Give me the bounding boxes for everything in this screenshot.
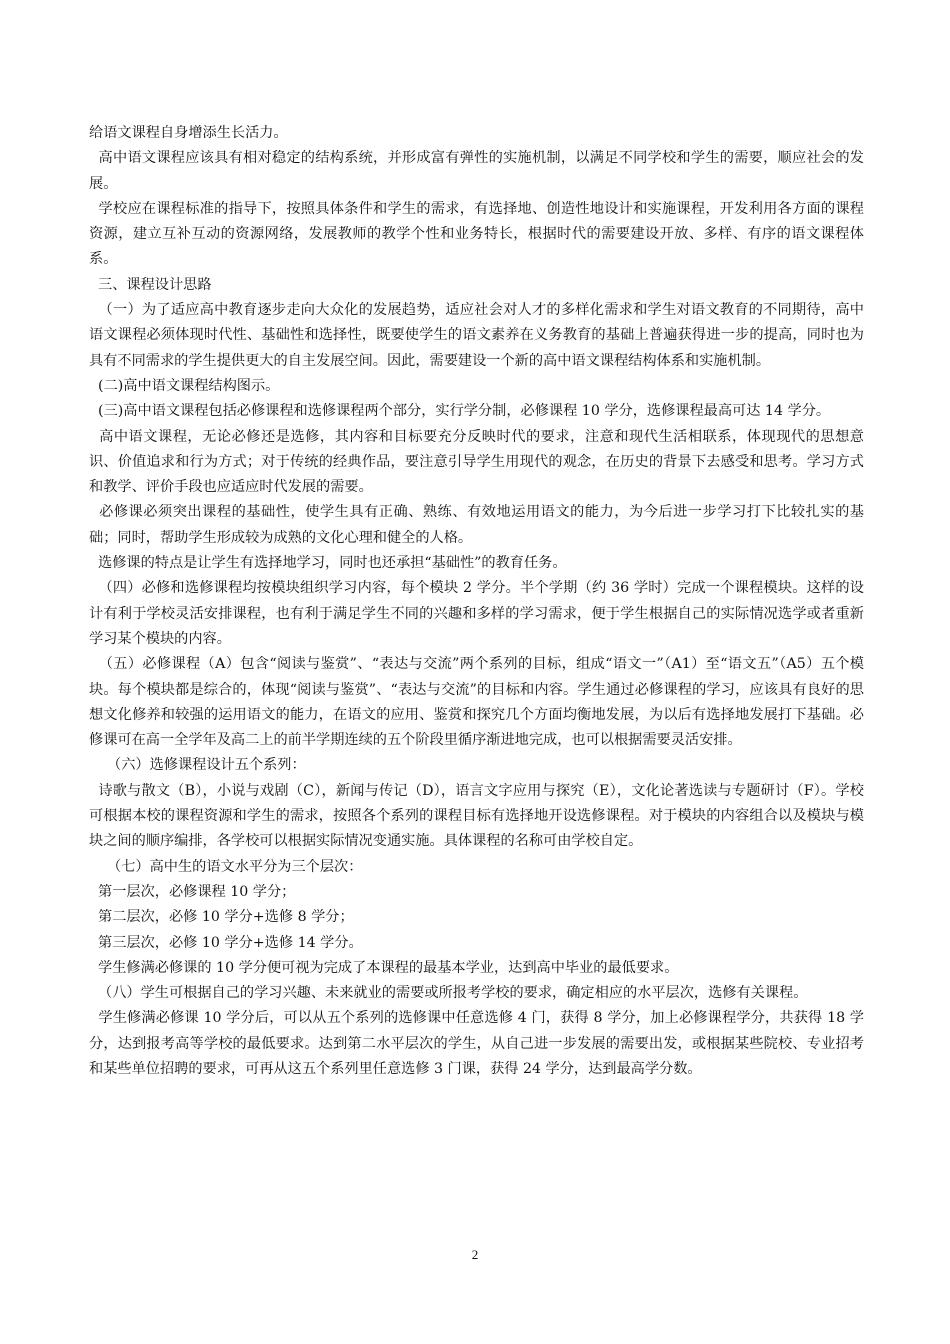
paragraph: （六）选修课程设计五个系列：: [89, 757, 306, 774]
paragraph: 学校应在课程标准的指导下，按照具体条件和学生的需求，有选择地、创造性地设计和实施课程，开发利用各方面的课程资源，建立互补互动的资源网络，发展教师的教学个性和业务特长，根据时代的需要建设开放、多样、有序的语文课程体系。: [89, 200, 864, 268]
paragraph: （一）为了适应高中教育逐步走向大众化的发展趋势，适应社会对人才的多样化需求和学生对语文教育的不同期待，高中语文课程必须体现时代性、基础性和选择性，既要使学生的语文素养在义务教育的基础上普遍获得进一步的提高，同时也为具有不同需求的学生提供更大的自主发展空间。因此，需要建设一个新的高中语文课程结构体系和实施机制。: [89, 302, 864, 369]
paragraph: 学生修满必修课 10 学分后，可以从五个系列的选修课中任意选修 4 门，获得 8 学分，加上必修课程学分，共获得 18 学分，达到报考高等学校的最低要求。达到第二水平层次的学生，从自己进一步发展的需要出发，或根据某些院校、专业招考和某些单位招聘的要求，可再从这五个系列里任意选修 3 门课，获得 24 学分，达到最高学分数。: [89, 1010, 864, 1077]
paragraph: 学生修满必修课的 10 学分便可视为完成了本课程的最基本学业，达到高中毕业的最低要求。: [89, 959, 679, 976]
paragraph: (三)高中语文课程包括必修课程和选修课程两个部分，实行学分制，必修课程 10 学分，选修课程最高可达 14 学分。: [89, 403, 831, 420]
paragraph: 第三层次，必修 10 学分+选修 14 学分。: [89, 934, 363, 951]
paragraph: （八）学生可根据自己的学习兴趣、未来就业的需要或所报考学校的要求，确定相应的水平层次，选修有关课程。: [89, 985, 808, 1002]
paragraph: （四）必修和选修课程均按模块组织学习内容，每个模块 2 学分。半个学期（约 36 学时）完成一个课程模块。这样的设计有利于学校灵活安排课程，也有利于满足学生不同的兴趣和多样的学习需求，便于学生根据自己的实际情况选学或者重新学习某个模块的内容。: [89, 580, 864, 647]
page-number: 2: [471, 1247, 479, 1262]
paragraph: （七）高中生的语文水平分为三个层次：: [89, 858, 363, 875]
paragraph: （五）必修课程（A）包含“阅读与鉴赏”、“表达与交流”两个系列的目标，组成“语文一”（A1）至“语文五”（A5）五个模块。每个模块都是综合的，体现“阅读与鉴赏”、“表达与交流”的目标和内容。学生通过必修课程的学习，应该具有良好的思想文化修养和较强的运用语文的能力，在语文的应用、鉴赏和探究几个方面均衡地发展，为以后有选择地发展打下基础。必修课可在高一全学年及高二上的前半学期连续的五个阶段里循序渐进地完成，也可以根据需要灵活安排。: [89, 656, 864, 749]
paragraph: 第二层次，必修 10 学分+选修 8 学分；: [89, 909, 354, 926]
paragraph: 必修课必须突出课程的基础性，使学生具有正确、熟练、有效地运用语文的能力，为今后进一步学习打下比较扎实的基础；同时，帮助学生形成较为成熟的文化心理和健全的人格。: [89, 504, 864, 546]
paragraph: 高中语文课程，无论必修还是选修，其内容和目标要充分反映时代的要求，注意和现代生活相联系，体现现代的思想意识、价值追求和行为方式；对于传统的经典作品，要注意引导学生用现代的观念，在历史的背景下去感受和思考。学习方式和教学、评价手段也应适应时代发展的需要。: [89, 428, 864, 496]
paragraph: 给语文课程自身增添生长活力。: [89, 125, 288, 141]
paragraph: 选修课的特点是让学生有选择地学习，同时也还承担“基础性”的教育任务。: [89, 555, 567, 572]
document-body: [89, 121, 864, 1082]
paragraph: 高中语文课程应该具有相对稳定的结构系统，并形成富有弹性的实施机制，以满足不同学校和学生的需要，顺应社会的发展。: [89, 150, 864, 192]
paragraph: 诗歌与散文（B），小说与戏剧（C），新闻与传记（D），语言文字应用与探究（E），文化论著选读与专题研讨（F）。学校可根据本校的课程资源和学生的需求，按照各个系列的课程目标有选择地开设选修课程。对于模块的内容组合以及模块与模块之间的顺序编排，各学校可以根据实际情况变通实施。具体课程的名称可由学校自定。: [89, 782, 864, 850]
paragraph: (二)高中语文课程结构图示。: [89, 377, 280, 394]
section-heading: 三、课程设计思路: [89, 276, 212, 293]
paragraph: 第一层次，必修课程 10 学分；: [89, 883, 296, 900]
